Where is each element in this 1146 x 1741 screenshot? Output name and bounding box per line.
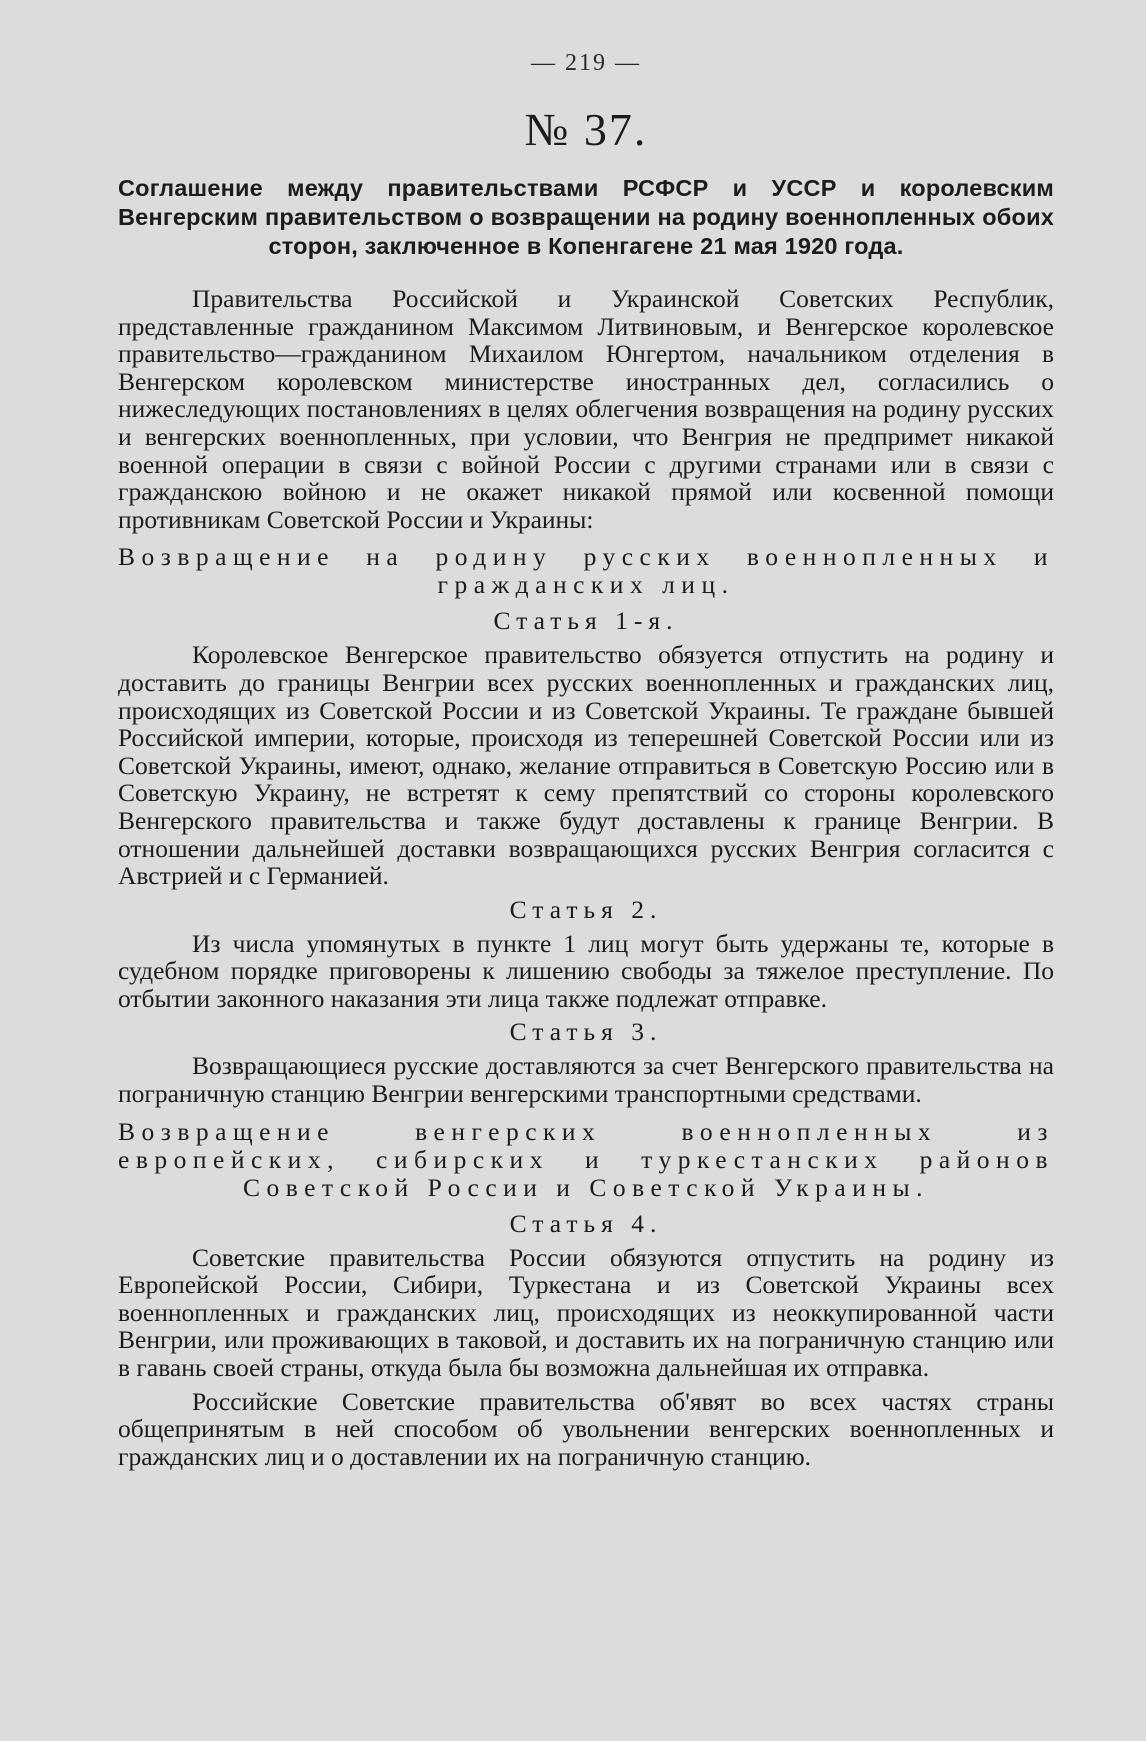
article-4-text-1: Советские правительства России обязуются отпустить на родину из Европейской России, Сибири, Туркестана и из Советской Украины всех военнопленных и гражданских лиц, происходящих из неоккупированной части Венгрии, или проживающих в таковой, и доставить их на пограничную станцию или в гавань своей страны, откуда была бы возможна дальнейшая их отправка. — [118, 1242, 1054, 1383]
page-number: — 219 — — [531, 50, 641, 76]
article-2-text: Из числа упомянутых в пункте 1 лиц могут быть удержаны те, которые в судебном порядке приговорены к лишению свободы за тяжелое преступление. По отбытии законного наказания эти лица также подлежат отправке. — [118, 928, 1054, 1013]
document-number: № 37. — [524, 104, 648, 155]
section-heading-hungarian-return: Возвращение венгерских военнопленных из европейских, сибирских и туркестанских районов Советской России и Советской Украины. — [118, 1116, 1054, 1202]
article-4-text-2: Российские Советские правительства об'явят во всех частях страны общепринятым в ней способом об увольнении венгерских военнопленных и гражданских лиц и о доставлении их на пограничную станцию. — [118, 1386, 1054, 1471]
section-heading-russian-return: Возвращение на родину русских военнопленных и гражданских лиц. — [118, 542, 1054, 600]
document-title: Соглашение между правительствами РСФСР и УССР и королевским Венгерским правительством о возвращении на родину военнопленных обоих сторон, заключенное в Копенгагене 21 мая 1920 года. — [118, 175, 1054, 259]
article-3-heading: Статья 3. — [509, 1017, 663, 1047]
article-4-heading: Статья 4. — [509, 1208, 663, 1238]
article-2-heading: Статья 2. — [509, 894, 663, 924]
preamble-paragraph: Правительства Российской и Украинской Советских Республик, представленные гражданином Максимом Литвиновым, и Венгерское королевское правительство—гражданином Михаилом Юнгертом, начальником отделения в Венгерском королевском министерстве иностранных дел, согласились о нижеследующих постановлениях в целях облегчения возвращения на родину русских и венгерских военнопленных, при условии, что Венгрия не предпримет никакой военной операции в связи с войной России с другими странами или в связи с гражданскою войною и не окажет никакой прямой или косвенной помощи противникам Советской России и Украины: — [118, 284, 1054, 534]
article-1-heading: Статья 1-я. — [493, 606, 679, 636]
article-3-text: Возвращающиеся русские доставляются за счет Венгерского правительства на пограничную станцию Венгрии венгерскими транспортными средствами. — [118, 1051, 1054, 1109]
article-1-text: Королевское Венгерское правительство обязуется отпустить на родину и доставить до границы Венгрии всех русских военнопленных и гражданских лиц, происходящих из Советской России и из Советской Украины. Те граждане бывшей Российской империи, которые, происходя из теперешней Советской России или из Советской Украины, имеют, однако, желание отправиться в Советскую Россию или в Советскую Украину, не встретят к сему препятствий со стороны королевского Венгерского правительства и также будут доставлены к границе Венгрии. В отношении дальнейшей доставки возвращающихся русских Венгрия согласится с Австрией и с Германией. — [118, 640, 1054, 891]
